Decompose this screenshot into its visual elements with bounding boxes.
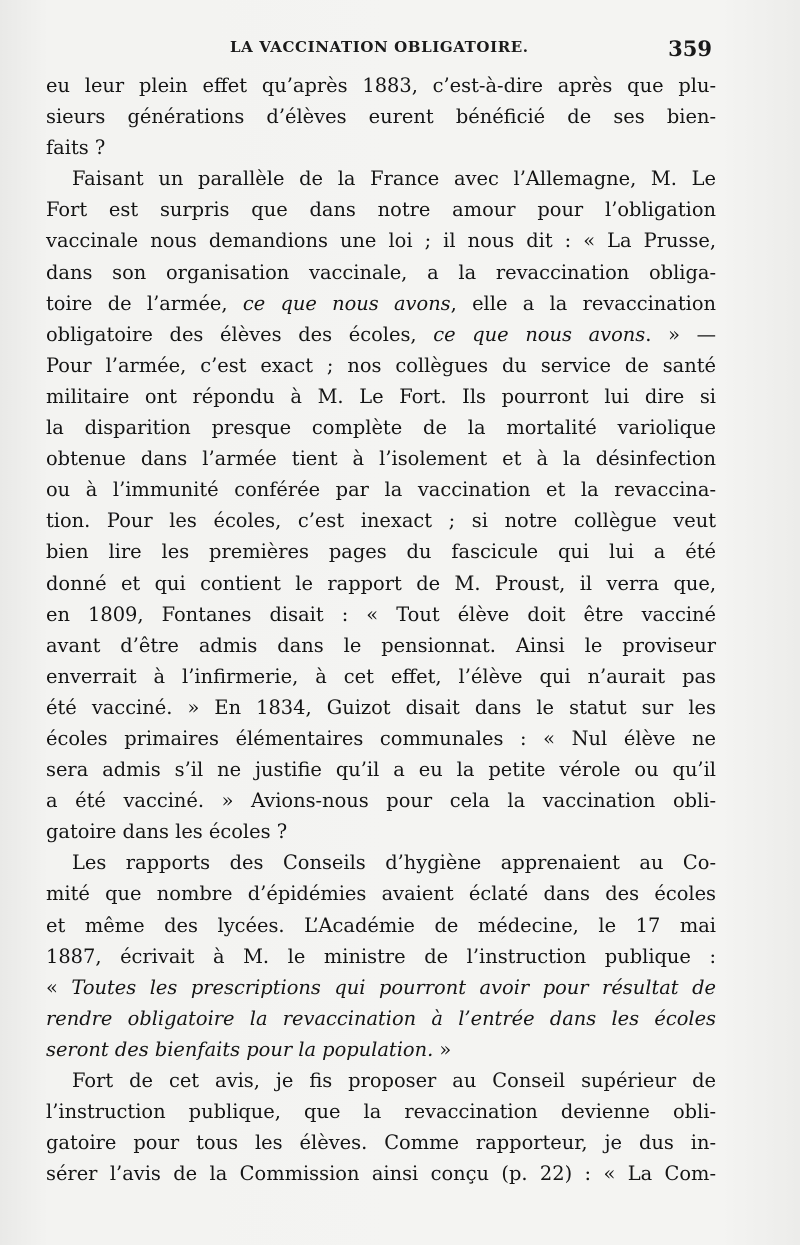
text-line (46, 1096, 716, 1127)
italic-text-segment: Toutes les prescriptions qui pourront avoir pour résultat de (71, 975, 716, 999)
text-segment: obtenue dans l’armée tient à l’isolement et à la désinfection (46, 447, 716, 471)
text-line (46, 381, 716, 412)
text-line (46, 70, 716, 101)
text-line (46, 785, 716, 816)
text-line (46, 101, 716, 132)
italic-text-segment: ce que nous avons (433, 322, 646, 346)
body-text (46, 70, 716, 1189)
text-line (46, 350, 716, 381)
text-segment: sera admis s’il ne justifie qu’il a eu la petite vérole ou qu’il (46, 758, 716, 782)
text-segment: ou à l’immunité conférée par la vaccination et la revaccina- (46, 478, 716, 502)
text-line (46, 661, 716, 692)
text-line (46, 878, 716, 909)
text-segment: la disparition presque complète de la mortalité variolique (46, 416, 716, 440)
text-segment: donné et qui contient le rapport de M. Proust, il verra que, (46, 571, 716, 595)
text-segment: . » — (645, 322, 716, 346)
text-line (46, 568, 716, 599)
text-segment: Fort de cet avis, je fis proposer au Conseil supérieur de (72, 1069, 716, 1092)
text-line (46, 816, 716, 847)
text-segment: Fort est surpris que dans notre amour pour l’obligation (46, 198, 716, 222)
text-line (46, 599, 716, 630)
text-line (46, 225, 716, 256)
text-segment: gatoire dans les écoles ? (46, 820, 288, 844)
text-segment: vaccinale nous demandions une loi ; il nous dit : « La Prusse, (46, 229, 716, 253)
text-line (46, 1158, 716, 1189)
text-segment: avant d’être admis dans le pensionnat. Ainsi le proviseur (46, 633, 716, 657)
text-line (46, 847, 716, 878)
text-line (46, 754, 716, 785)
text-segment: Pour l’armée, c’est exact ; nos collègues du service de santé (46, 353, 716, 377)
text-segment: faits ? (46, 136, 106, 160)
text-segment: gatoire pour tous les élèves. Comme rapporteur, je dus in- (46, 1131, 716, 1155)
text-line (46, 412, 716, 443)
text-line (46, 1003, 716, 1034)
text-segment: militaire ont répondu à M. Le Fort. Ils pourront lui dire si (46, 384, 716, 408)
italic-text-segment: rendre obligatoire la revaccination à l’entrée dans les écoles (46, 1006, 716, 1030)
italic-text-segment: seront des bienfaits pour la population. (46, 1037, 434, 1061)
running-title: LA VACCINATION OBLIGATOIRE. (230, 38, 529, 56)
text-line (46, 536, 716, 567)
text-segment: eu leur plein effet qu’après 1883, c’est-à-dire après que plu- (46, 74, 716, 97)
text-line (46, 910, 716, 941)
text-segment: sérer l’avis de la Commission ainsi conçu (p. 22) : « La Com- (46, 1162, 716, 1186)
text-line (46, 972, 716, 1003)
text-segment: en 1809, Fontanes disait : « Tout élève doit être vacciné (46, 602, 716, 626)
page-number: 359 (668, 36, 712, 61)
text-line (46, 257, 716, 288)
text-line (46, 319, 716, 350)
text-line (46, 723, 716, 754)
text-segment: et même des lycées. L’Académie de médecine, le 17 mai (46, 913, 716, 937)
text-line (46, 132, 716, 163)
text-segment: dans son organisation vaccinale, a la revaccination obliga- (46, 260, 716, 284)
text-segment: obligatoire des élèves des écoles, (46, 322, 434, 346)
text-segment: l’instruction publique, que la revaccination devienne obli- (46, 1100, 716, 1124)
text-segment: a été vacciné. » Avions-nous pour cela la vaccination obli- (46, 789, 716, 813)
text-segment: été vacciné. » En 1834, Guizot disait dans le statut sur les (46, 695, 716, 719)
italic-text-segment: ce que nous avons (242, 291, 451, 315)
text-line (46, 1065, 716, 1096)
text-segment: » (433, 1037, 452, 1061)
text-segment: sieurs générations d’élèves eurent bénéficié de ses bien- (46, 105, 716, 129)
text-segment: Faisant un parallèle de la France avec l’Allemagne, M. Le (72, 167, 716, 191)
text-line (46, 630, 716, 661)
text-segment: , elle a la revaccination (450, 291, 716, 315)
text-line (46, 288, 716, 319)
text-segment: enverrait à l’infirmerie, à cet effet, l’élève qui n’aurait pas (46, 664, 716, 688)
text-line (46, 194, 716, 225)
text-line (46, 1034, 716, 1065)
page-header (44, 36, 712, 64)
text-segment: écoles primaires élémentaires communales : « Nul élève ne (46, 726, 716, 750)
text-line (46, 443, 716, 474)
text-segment: 1887, écrivait à M. le ministre de l’instruction publique : (46, 944, 716, 968)
text-segment: toire de l’armée, (46, 291, 243, 315)
text-segment: « (46, 975, 72, 999)
text-segment: Les rapports des Conseils d’hygiène apprenaient au Co- (72, 851, 716, 875)
text-line (46, 505, 716, 536)
text-segment: mité que nombre d’épidémies avaient éclaté dans des écoles (46, 882, 716, 906)
text-segment: bien lire les premières pages du fascicule qui lui a été (46, 540, 716, 564)
text-line (46, 163, 716, 194)
text-line (46, 692, 716, 723)
text-line (46, 474, 716, 505)
text-line (46, 941, 716, 972)
text-line (46, 1127, 716, 1158)
text-segment: tion. Pour les écoles, c’est inexact ; si notre collègue veut (46, 509, 716, 533)
